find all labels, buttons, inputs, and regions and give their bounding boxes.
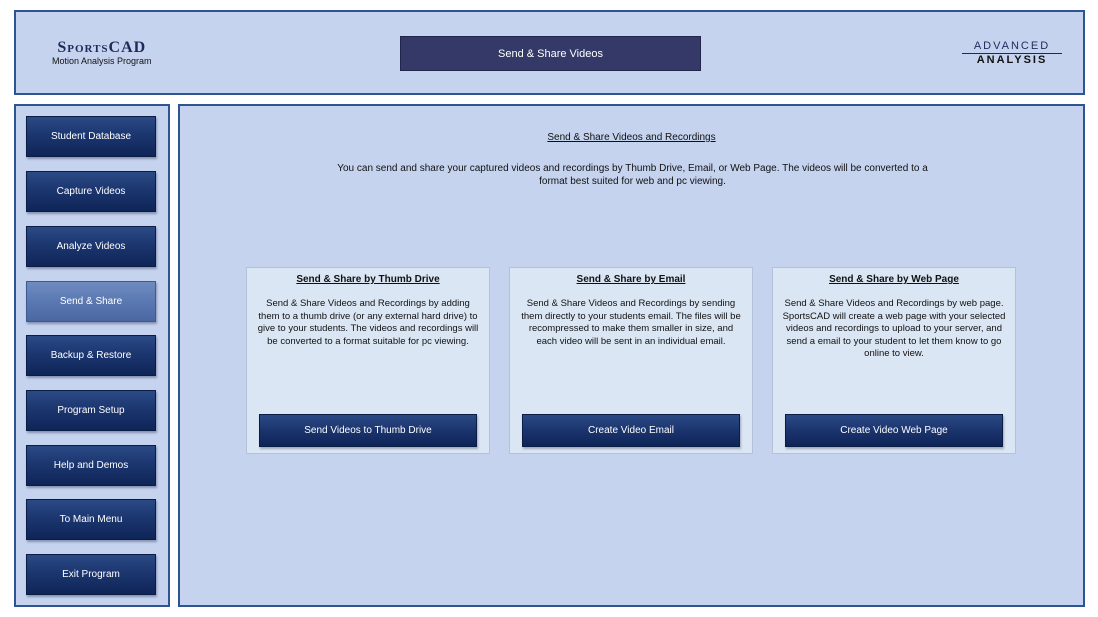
partner-logo-top: ADVANCED (973, 40, 1051, 52)
section-description: You can send and share your captured videos and recordings by Thumb Drive, Email, or Web Page. The videos will be converted to a format best suited for web and pc viewing. (337, 163, 928, 187)
nav-exit-program-button[interactable]: Exit Program (26, 554, 156, 595)
card-title: Send & Share by Thumb Drive (296, 274, 440, 285)
card-description: Send & Share Videos and Recordings by sending them directly to your students email. The files will be recompressed to make them smaller in size, and each video will be sent in an individual email. (521, 298, 741, 347)
advanced-analysis-logo (962, 41, 1062, 66)
email-card (509, 267, 753, 454)
create-video-email-button[interactable]: Create Video Email (522, 414, 740, 447)
card-description: Send & Share Videos and Recordings by adding them to a thumb drive (or any external hard drive) to give to your students. The videos and recordings will be converted to a format suitable for pc viewing. (257, 298, 479, 347)
partner-logo-bottom: ANALYSIS (976, 54, 1048, 66)
section-title: Send & Share Videos and Recordings (547, 132, 716, 143)
nav-backup-restore-button[interactable]: Backup & Restore (26, 335, 156, 376)
thumb-drive-card (246, 267, 490, 454)
screen-title-bar: Send & Share Videos (400, 36, 701, 71)
sportscad-logo (52, 40, 152, 66)
nav-analyze-videos-button[interactable]: Analyze Videos (26, 226, 156, 267)
card-description: Send & Share Videos and Recordings by web page. SportsCAD will create a web page with your selected videos and recordings to upload to your server, and send a email to your student to let them know to go online to view. (782, 298, 1006, 359)
create-video-web-page-button[interactable]: Create Video Web Page (785, 414, 1003, 447)
card-title: Send & Share by Email (576, 274, 686, 285)
web-page-card (772, 267, 1016, 454)
header-panel (14, 10, 1085, 95)
sidebar-nav (14, 104, 170, 607)
nav-help-demos-button[interactable]: Help and Demos (26, 445, 156, 486)
nav-main-menu-button[interactable]: To Main Menu (26, 499, 156, 540)
card-title: Send & Share by Web Page (829, 274, 959, 285)
main-content-panel (178, 104, 1085, 607)
send-to-thumb-drive-button[interactable]: Send Videos to Thumb Drive (259, 414, 477, 447)
brand-name: SportsCAD (57, 39, 147, 56)
nav-program-setup-button[interactable]: Program Setup (26, 390, 156, 431)
nav-student-database-button[interactable]: Student Database (26, 116, 156, 157)
nav-send-share-button[interactable]: Send & Share (26, 281, 156, 322)
brand-subtitle: Motion Analysis Program (52, 56, 152, 66)
nav-capture-videos-button[interactable]: Capture Videos (26, 171, 156, 212)
